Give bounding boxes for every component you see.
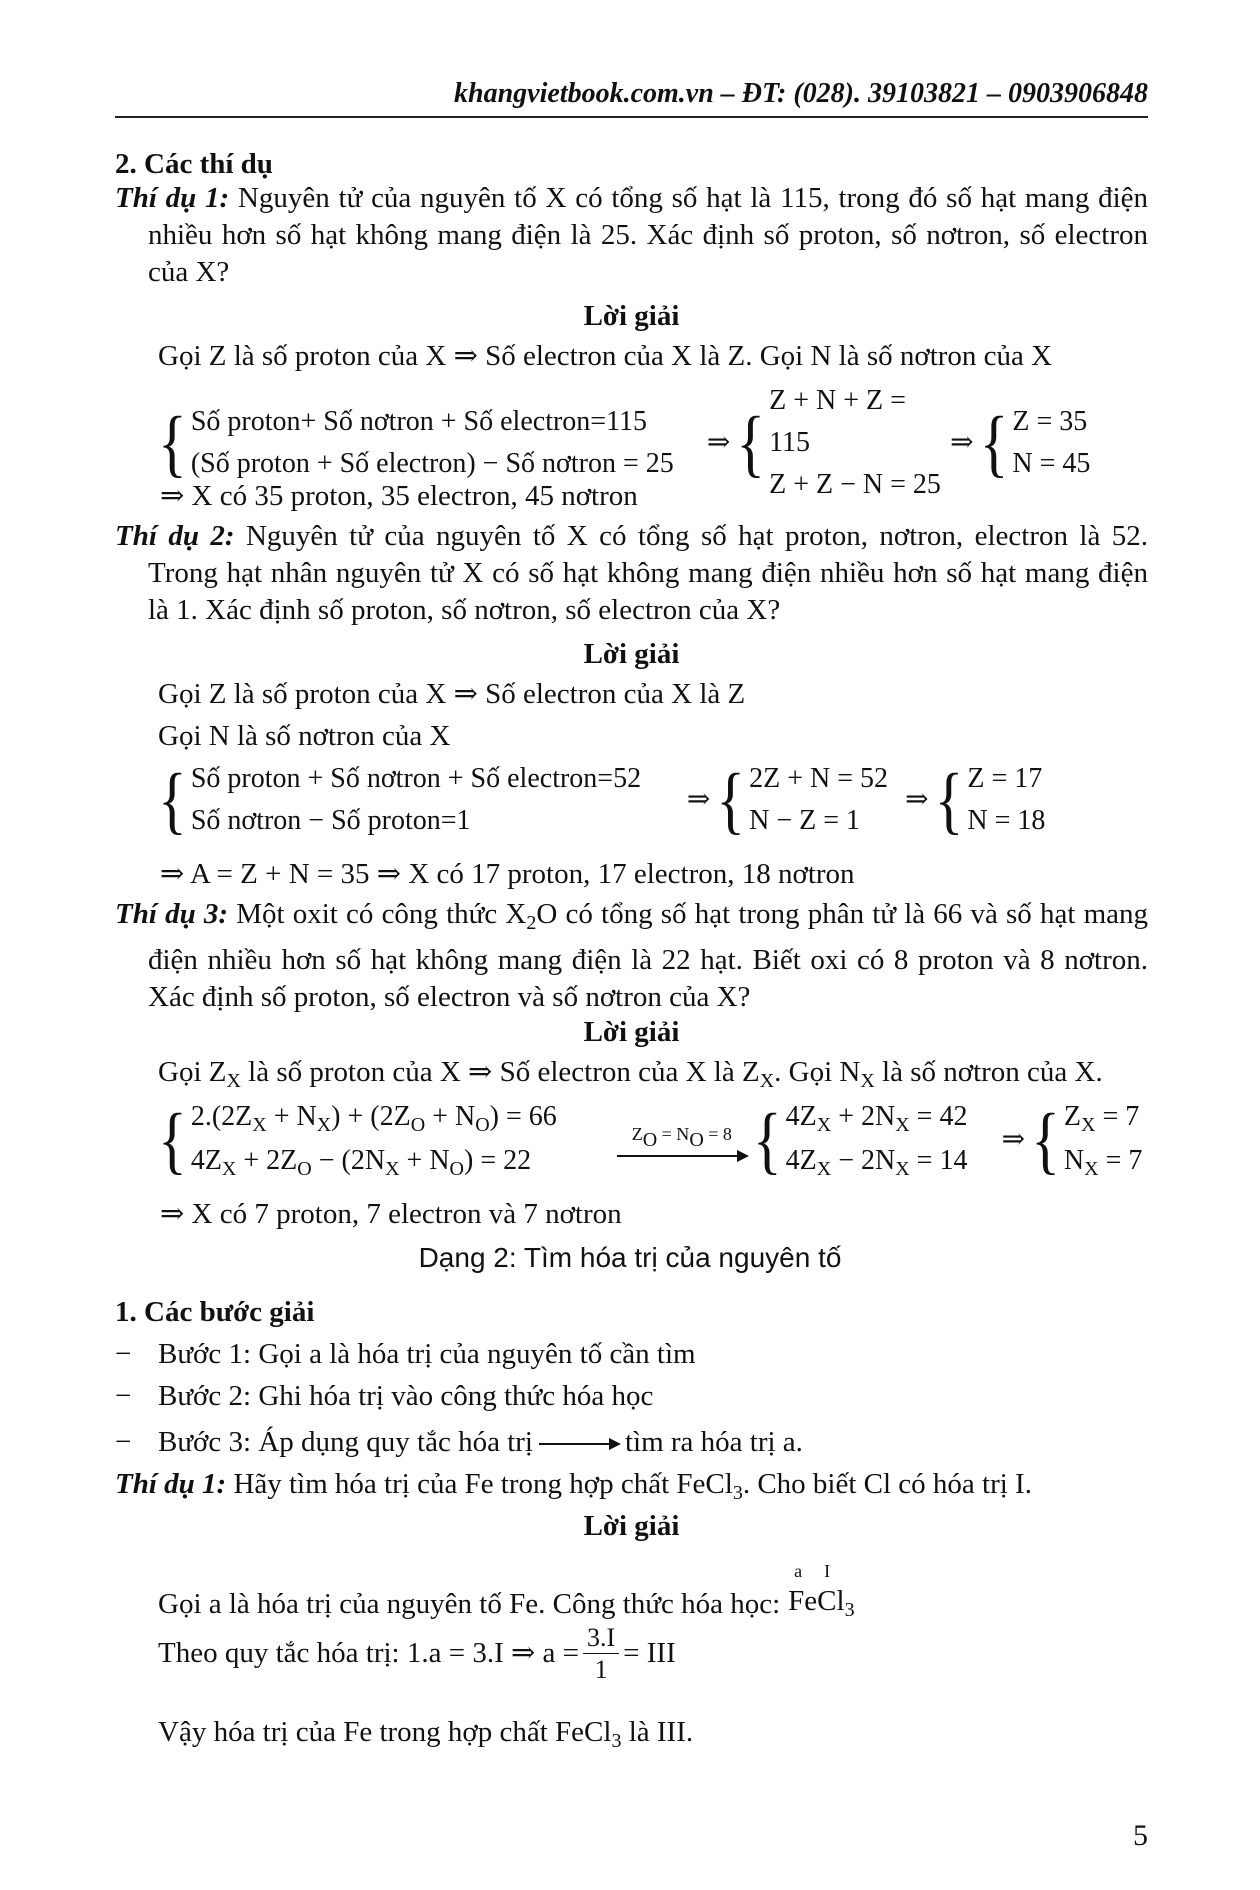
brace-icon: { — [979, 401, 1009, 485]
example-4: Thí dụ 1: Hãy tìm hóa trị của Fe trong hợp chất FeCl$_3$. Cho biết Cl có hóa trị I. — [115, 1468, 1032, 1504]
example-label: Thí dụ 1: — [115, 182, 230, 214]
example-label: Thí dụ 2: — [115, 520, 235, 552]
conditional-arrow — [617, 1123, 747, 1157]
example-1 — [115, 180, 1148, 291]
brace-icon: { — [158, 758, 187, 842]
example-label: Thí dụ 3: — [115, 898, 229, 930]
step-item: − Bước 2: Ghi hóa trị vào công thức hóa học — [115, 1380, 654, 1412]
implies-icon: ⇒ — [686, 783, 711, 815]
equation: N = 18 — [967, 805, 1046, 836]
equation: N = 45 — [1012, 448, 1091, 479]
solution-heading: Lời giải — [583, 300, 680, 332]
example-label: Thí dụ 1: — [115, 1468, 227, 1500]
implies-icon: ⇒ — [905, 783, 929, 815]
solution-line: Gọi $Z_X$ là số proton của X ⇒ Số electron của X là $Z_X$. Gọi $N_X$ là số nơtron của X. — [158, 1056, 1103, 1092]
section-heading: Dạng 2: Tìm hóa trị của nguyên tố — [418, 1242, 842, 1273]
brace-icon: { — [736, 401, 766, 485]
brace-icon: { — [752, 1098, 782, 1182]
implies-icon: ⇒ — [706, 426, 731, 458]
conclusion: ⇒ X có 7 proton, 7 electron và 7 nơtron — [160, 1198, 622, 1230]
conclusion: ⇒ A = Z + N = 35 ⇒ X có 17 proton, 17 electron, 18 nơtron — [160, 858, 855, 890]
page-number: 5 — [1133, 1819, 1148, 1852]
arrow-right-icon — [539, 1443, 619, 1445]
step-item: − Bước 1: Gọi a là hóa trị của nguyên tố cần tìm — [115, 1338, 696, 1370]
example-text: Nguyên tử của nguyên tố X có tổng số hạt là 115, trong đó số hạt mang điện nhiều hơn số hạt không mang điện là 25. Xác định số proton, số nơtron, số electron của X? — [148, 182, 1149, 288]
example-3 — [115, 896, 1148, 1016]
fraction: $\frac{3.I}{1}$ — [583, 1622, 619, 1685]
chemical-formula: a I FeCl$_3$ — [788, 1561, 855, 1622]
equation: $N_X = 7$ — [1063, 1145, 1143, 1180]
equation: Z = 35 — [1012, 406, 1088, 437]
header-divider — [115, 116, 1148, 118]
conclusion: ⇒ X có 35 proton, 35 electron, 45 nơtron — [160, 480, 638, 512]
solution-line: Gọi Z là số proton của X ⇒ Số electron của X là Z. Gọi N là số nơtron của X — [158, 340, 1053, 372]
equation: $4Z_X + 2N_X = 42$ — [785, 1101, 968, 1136]
equation: $Z_X = 7$ — [1063, 1101, 1140, 1136]
equation: Z = 17 — [967, 763, 1043, 794]
brace-icon: { — [158, 1098, 187, 1182]
subscript: 2 — [526, 912, 537, 934]
equation: Z + N + Z = 115 — [769, 385, 906, 458]
solution-line: Gọi a là hóa trị của nguyên tố Fe. Công thức hóa học: a I FeCl$_3$ — [158, 1561, 855, 1622]
equation: Số proton + Số nơtron + Số electron=52 — [190, 763, 642, 794]
section-title: 2. Các thí dụ — [115, 148, 273, 180]
example-text: O có tổng số hạt trong phân tử là 66 và số hạt mang điện nhiều hơn số hạt không mang điện là 22 hạt. Biết oxi có 8 proton và 8 nơtron. Xác định số proton, số electron và số nơtron của X? — [148, 898, 1149, 1013]
steps-title: 1. Các bước giải — [115, 1296, 315, 1328]
equation: Số proton+ Số nơtron + Số electron=115 — [190, 406, 648, 437]
solution-line: Gọi Z là số proton của X ⇒ Số electron của X là Z — [158, 678, 746, 710]
solution-line: Vậy hóa trị của Fe trong hợp chất FeCl$_3$ là III. — [158, 1716, 694, 1752]
arrow-right-icon — [617, 1155, 747, 1157]
equation: $2.(2Z_X + N_X) + (2Z_O + N_O) = 66$ — [190, 1101, 557, 1136]
equation: (Số proton + Số electron) − Số nơtron = 25 — [190, 448, 674, 479]
equation: N − Z = 1 — [749, 805, 860, 836]
equation: 2Z + N = 52 — [749, 763, 888, 794]
step-item: − Bước 3: Áp dụng quy tắc hóa trị tìm ra hóa trị a. — [115, 1426, 803, 1458]
brace-icon: { — [1031, 1098, 1060, 1182]
brace-icon: { — [716, 758, 746, 842]
brace-icon: { — [934, 758, 964, 842]
arrow-label: ZO = NO = 8 — [631, 1124, 732, 1151]
example-text: Một oxit có công thức X — [236, 898, 527, 930]
equation-system-2 — [158, 758, 1045, 842]
solution-line: Gọi N là số nơtron của X — [158, 720, 451, 752]
example-text: Nguyên tử của nguyên tố X có tổng số hạt proton, nơtron, electron là 52. Trong hạt nhân nguyên tử X có số hạt không mang điện nhiều hơn số hạt mang điện là 1. Xác định số proton, số nơtron, số electron của X? — [148, 520, 1148, 626]
solution-heading: Lời giải — [583, 1510, 680, 1542]
header-site: khangvietbook.com.vn – ĐT: (028). 39103821 – 0903906848 — [454, 78, 1148, 109]
solution-heading: Lời giải — [583, 638, 680, 670]
implies-icon: ⇒ — [1001, 1123, 1026, 1155]
example-2 — [115, 518, 1148, 629]
equation: $4Z_X - 2N_X = 14$ — [785, 1145, 968, 1180]
implies-icon: ⇒ — [950, 426, 974, 458]
equation: Số nơtron − Số proton=1 — [190, 805, 471, 836]
solution-line: Theo quy tắc hóa trị: 1.a = 3.I ⇒ a = $\frac{3.I}{1}$ = III — [158, 1623, 676, 1685]
equation: Z + Z − N = 25 — [769, 469, 941, 500]
brace-icon: { — [158, 401, 187, 485]
equation: $4Z_X + 2Z_O - (2N_X + N_O) = 22$ — [190, 1145, 532, 1180]
equation-system-3 — [158, 1096, 1142, 1184]
solution-heading: Lời giải — [583, 1016, 680, 1048]
